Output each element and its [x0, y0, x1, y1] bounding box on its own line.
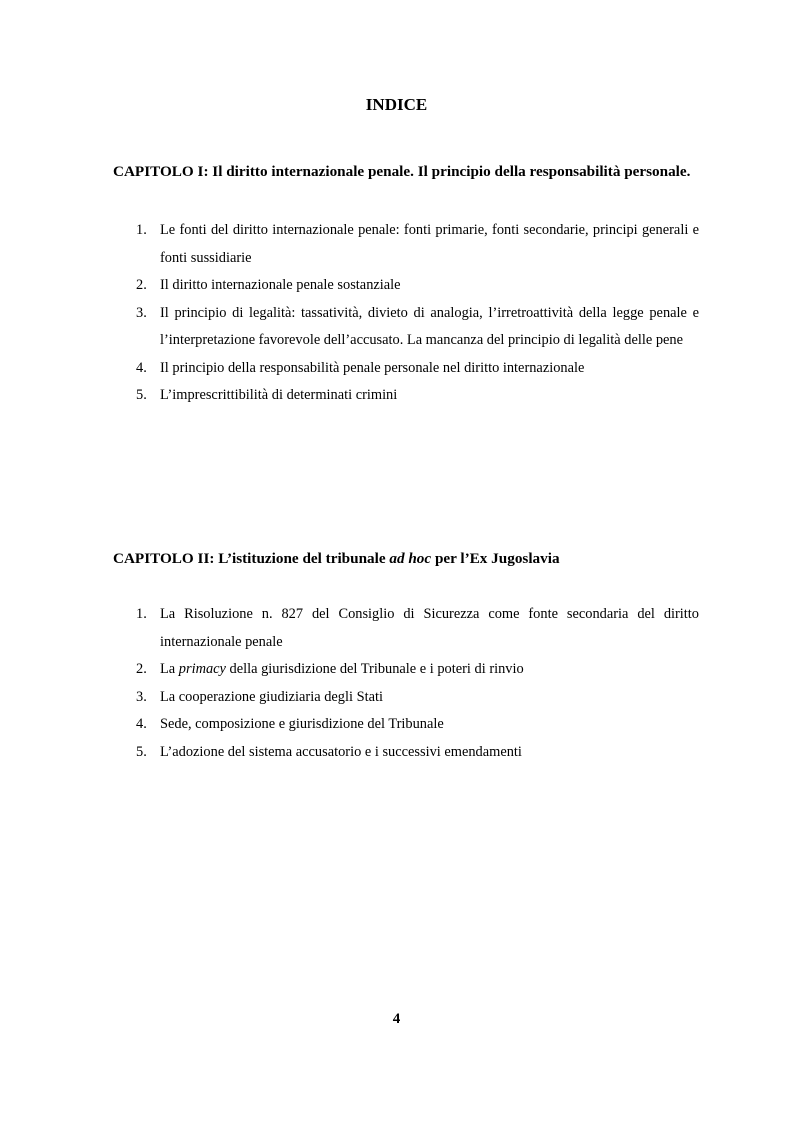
list-item	[113, 272, 699, 300]
item-text-italic: primacy	[178, 661, 226, 677]
item-text: La cooperazione giudiziaria degli Stati	[160, 688, 383, 705]
chapter-2-heading-italic: ad hoc	[389, 550, 432, 567]
item-text: L’adozione del sistema accusatorio e i successivi emendamenti	[160, 743, 522, 760]
list-item	[113, 656, 699, 684]
chapter-1	[113, 159, 699, 410]
list-item	[113, 684, 699, 712]
item-number: 4.	[136, 716, 147, 732]
item-number: 4.	[136, 359, 147, 376]
item-text: L’imprescrittibilità di determinati crimini	[160, 387, 398, 403]
item-text: Il principio della responsabilità penale personale nel diritto internazionale	[160, 359, 585, 376]
list-item	[113, 739, 699, 767]
page-number: 4	[392, 1011, 401, 1027]
item-text-start: La	[160, 661, 179, 677]
item-number: 1.	[136, 222, 147, 238]
item-number: 2.	[136, 661, 147, 677]
chapter-2-heading	[113, 546, 699, 571]
item-number: 1.	[136, 606, 147, 622]
item-text: Il diritto internazionale penale sostanziale	[160, 277, 401, 293]
item-number: 2.	[136, 277, 147, 293]
item-number: 5.	[136, 387, 147, 403]
item-text: Il principio di legalità: tassatività, divieto di analogia, l’irretroattività della legge penale e l’interpretazione favorevole dell’accusato. La mancanza del principio di legalità delle pene	[160, 304, 699, 348]
item-text: Le fonti del diritto internazionale penale: fonti primarie, fonti secondarie, principi generali e fonti sussidiarie	[160, 222, 699, 266]
item-text: Sede, composizione e giurisdizione del Tribunale	[160, 716, 444, 732]
item-number: 3.	[136, 688, 147, 705]
list-item	[113, 382, 699, 410]
list-item	[113, 355, 699, 383]
item-text-end: della giurisdizione del Tribunale e i poteri di rinvio	[225, 661, 524, 677]
chapter-2-heading-start: CAPITOLO II: L’istituzione del tribunale	[113, 550, 390, 567]
page-title: INDICE	[365, 95, 428, 114]
chapter-1-list	[113, 217, 699, 410]
item-text: La Risoluzione n. 827 del Consiglio di Sicurezza come fonte secondaria del diritto internazionale penale	[160, 606, 699, 650]
list-item	[113, 601, 699, 656]
chapter-2-list	[113, 601, 699, 766]
chapter-1-heading: CAPITOLO I: Il diritto internazionale penale. Il principio della responsabilità personale.	[113, 163, 691, 180]
list-item	[113, 217, 699, 272]
chapter-2-heading-end: per l’Ex Jugoslavia	[431, 550, 560, 567]
list-item	[113, 711, 699, 739]
list-item	[113, 300, 699, 355]
item-number: 5.	[136, 743, 147, 760]
item-number: 3.	[136, 304, 147, 321]
chapter-2	[113, 546, 699, 766]
